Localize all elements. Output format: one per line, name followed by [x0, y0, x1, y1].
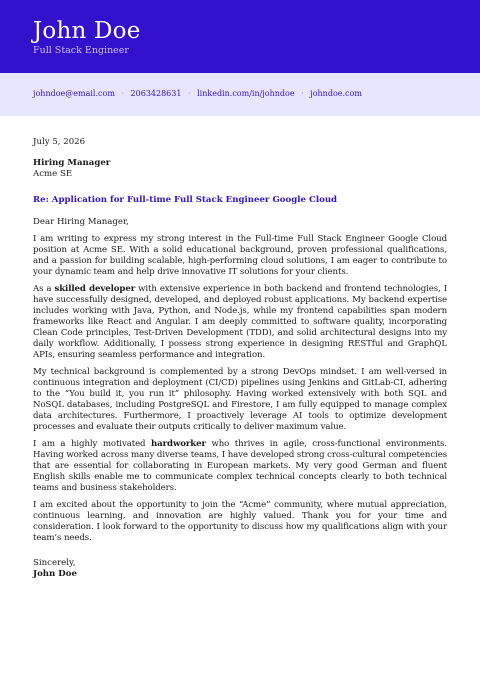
letter-greeting: Dear Hiring Manager, [33, 217, 129, 227]
letter-header [0, 0, 480, 73]
paragraph-skills [33, 284, 447, 361]
emphasis-text: hardworker [151, 439, 206, 449]
recipient-company: Acme SE [33, 169, 73, 179]
contact-website-link[interactable]: johndoe.com [310, 89, 362, 98]
paragraph-text: As a [33, 284, 55, 294]
contact-phone[interactable]: 2063428631 [130, 89, 182, 98]
paragraph-text: I am a highly motivated [33, 439, 151, 449]
emphasis-text: skilled developer [54, 284, 136, 294]
contact-separator: · [121, 89, 124, 98]
contact-separator: · [301, 89, 304, 98]
paragraph-intro: I am writing to express my strong interest in the Full-time Full Stack Engineer Google Cloud position at Acme SE. With a solid educational background, proven professional qualifications, and a passion for building scalable, high-performing cloud solutions, I am eager to contribute to your dynamic team and help drive innovative IT solutions for your clients. [33, 234, 447, 277]
letter-body [0, 116, 480, 580]
letter-signature: John Doe [33, 569, 77, 579]
paragraph-text: who thrives in agile, cross-functional environments. Having worked across many diverse teams, I have developed strong cross-cultural competencies that are essential for collaborating in European markets. My very good German and fluent English skills enable me to communicate complex technical concepts clearly to both technical teams and business stakeholders. [33, 439, 447, 493]
sender-role: Full Stack Engineer [33, 45, 129, 56]
letter-closing: Sincerely, [33, 558, 76, 568]
letter-subject: Re: Application for Full-time Full Stack Engineer Google Cloud [33, 195, 338, 205]
contact-bar [0, 73, 480, 116]
contact-linkedin-link[interactable]: linkedin.com/in/johndoe [197, 89, 295, 98]
contact-separator: · [188, 89, 191, 98]
recipient-name: Hiring Manager [33, 158, 111, 168]
letter-date: July 5, 2026 [33, 137, 86, 147]
paragraph-closing: I am excited about the opportunity to join the “Acme” community, where mutual appreciation, continuous learning, and innovation are highly valued. Thank you for your time and consideration. I look forward to the opportunity to discuss how my qualifications align with your team’s needs. [33, 500, 447, 543]
paragraph-text: with extensive experience in both backend and frontend technologies, I have successfully designed, developed, and deployed robust applications. My backend expertise includes working with Java, Python, and Node.js, while my frontend capabilities span modern frameworks like React and Angular. I am deeply committed to software quality, incorporating Clean Code principles, Test-Driven Development (TDD), and solid architectural designs into my daily workflow. Additionally, I possess strong experience in designing RESTful and GraphQL APIs, ensuring seamless performance and integration. [33, 284, 447, 360]
paragraph-teamwork [33, 439, 447, 494]
sender-name: John Doe [33, 18, 141, 44]
contact-email-link[interactable]: johndoe@email.com [33, 89, 115, 98]
paragraph-devops: My technical background is complemented by a strong DevOps mindset. I am well-versed in continuous integration and deployment (CI/CD) pipelines using Jenkins and GitLab-CI, adhering to the “You build it, you run it” philosophy. Having worked extensively with both SQL and NoSQL databases, including PostgreSQL and Firestore, I am fully equipped to manage complex data architectures. Furthermore, I proactively leverage AI tools to optimize development processes and evaluate their outputs critically to deliver maximum value. [33, 367, 447, 432]
